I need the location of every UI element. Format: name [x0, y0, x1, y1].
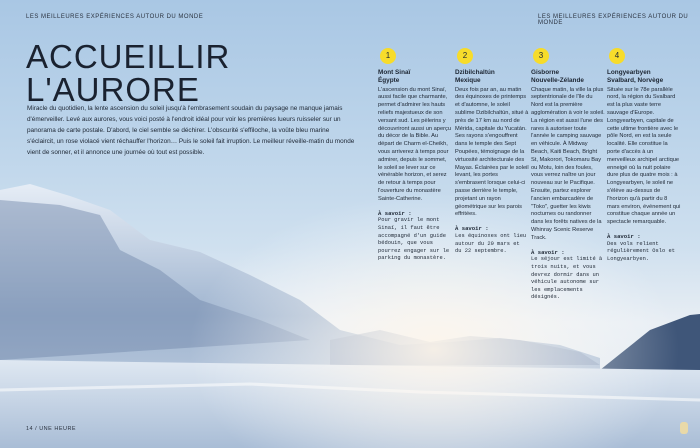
entry-country: Mexique [455, 76, 481, 84]
number-badge: 2 [457, 48, 473, 64]
savoir-heading: À savoir : [378, 209, 412, 217]
entry-column [378, 48, 452, 263]
entry-column [455, 48, 529, 256]
publisher-logo-icon [680, 422, 688, 434]
entry-text: L'ascension du mont Sinaï, aussi facile que charmante, permet d'admirer les hauts reliefs majestueux de son versant sud. Les pèlerins y découvriront aussi un aperçu du décor de la Bible. Au départ de Charm el-Cheikh, vous arriverez à temps pour admirer, depuis le sommet, le soleil se lever sur ce vénérable horizon, et serez de retour à temps pour l'ouverture du monastère Sainte-Catherine. [378, 86, 452, 202]
entry-place: Longyearbyen [607, 69, 651, 76]
entry-place: Gisborne [531, 69, 560, 76]
entry-place: Dzibilchaltún [455, 69, 495, 76]
savoir-text: Pour gravir le mont Sinaï, il faut être accompagné d'un guide bédouin, que vous pourrez engager sur le parking du monastère. [378, 217, 450, 262]
number-badge: 1 [380, 48, 396, 64]
savoir-text: Le séjour est limité à trois nuits, et vous devrez dormir dans un véhicule autonome sur les emplacements désignés. [531, 256, 603, 301]
savoir-text: Des vols relient régulièrement Oslo et Longyearbyen. [607, 240, 675, 262]
intro-paragraph: Miracle du quotidien, la lente ascension du soleil jusqu'à l'embrasement soudain du paysage ne manque jamais d'émerveiller. Levé aux aurores, vous voici posté à l'endroit idéal pour voir les premières lueurs ruisseler sur un panorama de carte postale. D'abord, le ciel semble se déchirer. L'obscurité s'effiloche, la voûte bleu marine s'éclaircit, un rose violacé vient réchauffer l'horizon… Puis le soleil fait irruption. Le meilleur réveille-matin du monde vient de sonner, et il annonce une journée où tout est possible. [27, 105, 355, 157]
entry-text: Située sur le 78e parallèle nord, la région du Svalbard est la plus vaste terre sauvage d'Europe. Longyearbyen, capitale de cette ultime frontière avec le pôle Nord, en est la seule localité. Elle constitue la porte d'accès à un merveilleux archipel arctique enneigé où la nuit polaire dure plus de quatre mois : à Longyearbyen, le soleil ne s'élève au-dessus de l'horizon qu'à partir du 8 mars environ, événement qui constitue chaque année un spectacle remarquable. [607, 86, 681, 226]
savoir-heading: À savoir : [607, 232, 641, 240]
title-line-2: L'AURORE [26, 71, 200, 108]
savoir-text: Les équinoxes ont lieu autour du 20 mars et du 22 septembre. [455, 232, 527, 255]
page-title [26, 40, 230, 106]
entry-column [607, 48, 681, 264]
entry-country: Égypte [378, 76, 400, 84]
entry-column [531, 48, 605, 302]
savoir-heading: À savoir : [455, 225, 489, 233]
title-line-1: ACCUEILLIR [26, 38, 231, 75]
page-folio: 14 / UNE HEURE [26, 426, 77, 432]
entry-place: Mont Sinaï [378, 69, 411, 76]
entry-text: Deux fois par an, au matin des équinoxes de printemps et d'automne, le soleil sublime Dzibilchaltún, situé à près de 17 km au nord de Mérida, capitale du Yucatán. Ses rayons s'engouffrent dans le temple des Sept Poupées, témoignage de la virtuosité architecturale des Mayas. Éclairées par le soleil levant, les portes s'embrasent lorsque celui-ci passe derrière le temple, projetant un rayon géométrique sur les parois effritées. [455, 86, 529, 218]
entry-text: Chaque matin, la ville la plus septentrionale de l'île du Nord est la première agglomération à voir le soleil. La région est aussi l'une des rares à autoriser toute l'année le camping sauvage en véhicule. À Midway Beach, Kaiti Beach, Bright St, Makorori, Tokomaru Bay ou Motu, loin des foules, vous verrez naître un jour nouveau sur le Pacifique. Ensuite, partez explorer l'ancien embarcadère de "Toko", guetter les kiwis nocturnes ou randonner dans les forêts natives de la Whinray Scenic Reserve Track. [531, 86, 605, 241]
entry-country: Svalbard, Norvège [607, 76, 664, 84]
running-header-right: LES MEILLEURES EXPÉRIENCES AUTOUR DU MONDE [538, 14, 689, 26]
savoir-heading: À savoir : [531, 248, 565, 256]
running-header-left: LES MEILLEURES EXPÉRIENCES AUTOUR DU MONDE [26, 14, 204, 20]
number-badge: 4 [609, 48, 625, 64]
number-badge: 3 [533, 48, 549, 64]
entry-country: Nouvelle-Zélande [531, 76, 584, 84]
